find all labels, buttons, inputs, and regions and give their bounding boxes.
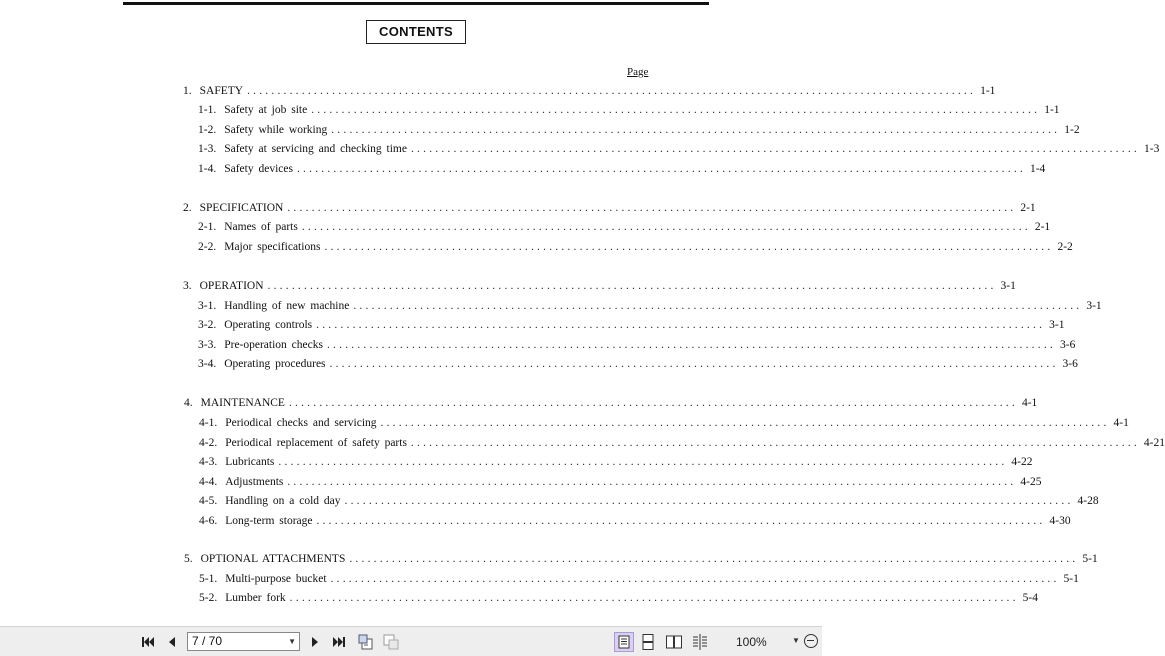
toc-entry-number: 1-4.	[198, 163, 217, 175]
toc-entry-title: Long-term storage	[225, 515, 313, 527]
toc-dot-leader: ........................................................................................................................	[301, 221, 1031, 233]
toc-entry-number: 3-2.	[198, 319, 217, 331]
toc-entry-page: 1-4	[1029, 163, 1046, 175]
toc-entry-title: Safety while working	[224, 124, 328, 136]
toc-subsection-entry[interactable]	[199, 417, 1129, 433]
toc-dot-leader: ........................................................................................................................	[380, 417, 1110, 429]
toc-entry-page: 4-22	[1011, 456, 1033, 468]
page-number-value: 7 / 70	[192, 634, 223, 648]
contents-heading: CONTENTS	[366, 20, 466, 44]
toc-subsection-entry[interactable]	[198, 319, 1065, 335]
toc-subsection-entry[interactable]	[199, 573, 1079, 589]
next-page-icon[interactable]	[307, 634, 323, 650]
first-page-icon[interactable]	[140, 634, 156, 650]
toc-entry-page: 4-21	[1143, 437, 1165, 449]
toc-subsection-entry[interactable]	[198, 124, 1080, 140]
toc-entry-page: 2-1	[1020, 202, 1036, 214]
toc-entry-number: 2-1.	[198, 221, 217, 233]
toc-entry-page: 3-1	[1049, 319, 1065, 331]
toc-entry-number: 1-1.	[198, 104, 217, 116]
toc-subsection-entry[interactable]	[198, 339, 1076, 355]
toc-entry-title: SPECIFICATION	[199, 202, 284, 214]
toc-dot-leader: ........................................................................................................................	[330, 573, 1060, 585]
toc-subsection-entry[interactable]	[198, 358, 1078, 374]
toc-entry-number: 2-2.	[198, 241, 217, 253]
toc-subsection-entry[interactable]	[199, 592, 1039, 608]
toc-dot-leader: ........................................................................................................................	[353, 300, 1083, 312]
toc-entry-page: 4-1	[1021, 397, 1038, 409]
toc-section-entry[interactable]	[184, 397, 1038, 413]
toc-dot-leader: ........................................................................................................................	[410, 143, 1140, 155]
toc-dot-leader: ........................................................................................................................	[296, 163, 1026, 175]
toc-entry-page: 1-2	[1064, 124, 1080, 136]
toc-entry-page: 1-1	[980, 85, 996, 97]
toc-subsection-entry[interactable]	[199, 476, 1042, 492]
toc-dot-leader: ........................................................................................................................	[287, 202, 1017, 214]
toc-entry-title: SAFETY	[199, 85, 244, 97]
last-page-icon[interactable]	[331, 634, 347, 650]
toc-entry-title: Operating procedures	[224, 358, 326, 370]
toc-entry-title: Safety at job site	[224, 104, 308, 116]
toc-entry-page: 5-1	[1063, 573, 1079, 585]
toc-entry-number: 1.	[183, 85, 192, 97]
toc-entry-title: OPTIONAL ATTACHMENTS	[200, 553, 346, 565]
toc-entry-title: Safety at servicing and checking time	[224, 143, 407, 155]
toc-entry-title: Multi-purpose bucket	[225, 573, 327, 585]
toc-entry-page: 4-28	[1077, 495, 1099, 507]
toc-entry-page: 2-1	[1034, 221, 1051, 233]
toc-dot-leader: ........................................................................................................................	[287, 476, 1017, 488]
viewer-toolbar	[0, 626, 822, 656]
toc-dot-leader: ........................................................................................................................	[289, 592, 1019, 604]
zoom-level[interactable]: 100%	[736, 635, 767, 649]
toc-entry-page: 3-6	[1062, 358, 1078, 370]
toc-entry-title: OPERATION	[199, 280, 264, 292]
toc-subsection-entry[interactable]	[198, 143, 1160, 159]
toc-entry-number: 3-1.	[198, 300, 217, 312]
toc-section-entry[interactable]	[184, 553, 1098, 569]
toc-entry-page: 1-3	[1143, 143, 1160, 155]
zoom-dropdown-icon[interactable]: ▼	[792, 636, 800, 645]
toc-entry-page: 5-1	[1082, 553, 1098, 565]
toc-subsection-entry[interactable]	[198, 104, 1060, 120]
toc-entry-number: 1-2.	[198, 124, 217, 136]
toc-entry-title: Handling on a cold day	[225, 495, 341, 507]
toc-dot-leader: ........................................................................................................................	[267, 280, 997, 292]
toc-entry-title: Adjustments	[225, 476, 284, 488]
toc-entry-number: 4-2.	[199, 437, 218, 449]
chevron-down-icon[interactable]: ▼	[288, 637, 296, 646]
toc-entry-number: 5-2.	[199, 592, 218, 604]
toc-entry-title: Lubricants	[225, 456, 275, 468]
toc-entry-page: 1-1	[1044, 104, 1060, 116]
toc-entry-number: 3.	[183, 280, 192, 292]
toc-entry-title: Major specifications	[224, 241, 321, 253]
toc-subsection-entry[interactable]	[198, 300, 1102, 316]
toc-dot-leader: ........................................................................................................................	[410, 437, 1140, 449]
toc-entry-title: Lumber fork	[225, 592, 286, 604]
facing-layout-icon[interactable]	[666, 634, 682, 650]
toc-entry-number: 3-4.	[198, 358, 217, 370]
previous-page-icon[interactable]	[164, 634, 180, 650]
toc-entry-number: 4-5.	[199, 495, 218, 507]
toc-entry-page: 5-4	[1022, 592, 1039, 604]
toc-dot-leader: ........................................................................................................................	[278, 456, 1008, 468]
toc-dot-leader: ........................................................................................................................	[316, 515, 1046, 527]
toc-dot-leader: ........................................................................................................................	[311, 104, 1041, 116]
toc-dot-leader: ........................................................................................................................	[331, 124, 1061, 136]
toc-entry-number: 4-4.	[199, 476, 218, 488]
toc-entry-number: 4-6.	[199, 515, 218, 527]
header-rule	[123, 2, 709, 5]
toc-entry-title: Operating controls	[224, 319, 313, 331]
toc-section-entry[interactable]	[183, 280, 1016, 296]
single-page-layout-icon[interactable]	[614, 632, 634, 652]
toc-entry-page: 3-1	[1086, 300, 1102, 312]
toc-entry-title: Safety devices	[224, 163, 293, 175]
toc-entry-page: 4-1	[1113, 417, 1129, 429]
toc-dot-leader: ........................................................................................................................	[349, 553, 1079, 565]
toc-subsection-entry[interactable]	[199, 515, 1071, 531]
continuous-facing-layout-icon[interactable]	[692, 634, 708, 650]
toc-subsection-entry[interactable]	[199, 495, 1099, 511]
toc-entry-number: 5.	[184, 553, 193, 565]
toc-entry-number: 1-3.	[198, 143, 217, 155]
toc-dot-leader: ........................................................................................................................	[288, 397, 1018, 409]
toc-subsection-entry[interactable]	[198, 221, 1051, 237]
toc-entry-page: 3-6	[1059, 339, 1076, 351]
page-number-field[interactable]	[187, 632, 300, 651]
toc-entry-number: 4-1.	[199, 417, 218, 429]
toc-subsection-entry[interactable]	[198, 163, 1046, 179]
zoom-out-icon[interactable]	[804, 634, 818, 648]
continuous-layout-icon[interactable]	[640, 634, 656, 650]
toc-dot-leader: ........................................................................................................................	[316, 319, 1046, 331]
toc-entry-title: Names of parts	[224, 221, 298, 233]
toc-entry-number: 5-1.	[199, 573, 218, 585]
toc-dot-leader: ........................................................................................................................	[344, 495, 1074, 507]
toc-entry-title: Periodical checks and servicing	[225, 417, 377, 429]
toc-entry-number: 4.	[184, 397, 193, 409]
toc-entry-page: 4-30	[1049, 515, 1071, 527]
toc-entry-page: 3-1	[1000, 280, 1016, 292]
toc-entry-number: 2.	[183, 202, 192, 214]
page-column-label: Page	[627, 66, 649, 78]
go-forward-view-icon[interactable]	[383, 634, 399, 650]
toc-subsection-entry[interactable]	[199, 437, 1165, 453]
toc-entry-page: 2-2	[1057, 241, 1073, 253]
toc-subsection-entry[interactable]	[198, 241, 1073, 257]
toc-entry-title: Handling of new machine	[224, 300, 350, 312]
toc-dot-leader: ........................................................................................................................	[324, 241, 1054, 253]
toc-entry-number: 3-3.	[198, 339, 217, 351]
toc-section-entry[interactable]	[183, 85, 996, 101]
toc-dot-leader: ........................................................................................................................	[326, 339, 1056, 351]
toc-section-entry[interactable]	[183, 202, 1036, 218]
toc-dot-leader: ........................................................................................................................	[247, 85, 977, 97]
toc-dot-leader: ........................................................................................................................	[329, 358, 1059, 370]
toc-entry-title: Pre-operation checks	[224, 339, 323, 351]
toc-entry-title: MAINTENANCE	[200, 397, 285, 409]
go-back-view-icon[interactable]	[358, 634, 374, 650]
toc-entry-page: 4-25	[1020, 476, 1042, 488]
toc-subsection-entry[interactable]	[199, 456, 1033, 472]
toc-entry-title: Periodical replacement of safety parts	[225, 437, 407, 449]
toc-entry-number: 4-3.	[199, 456, 218, 468]
